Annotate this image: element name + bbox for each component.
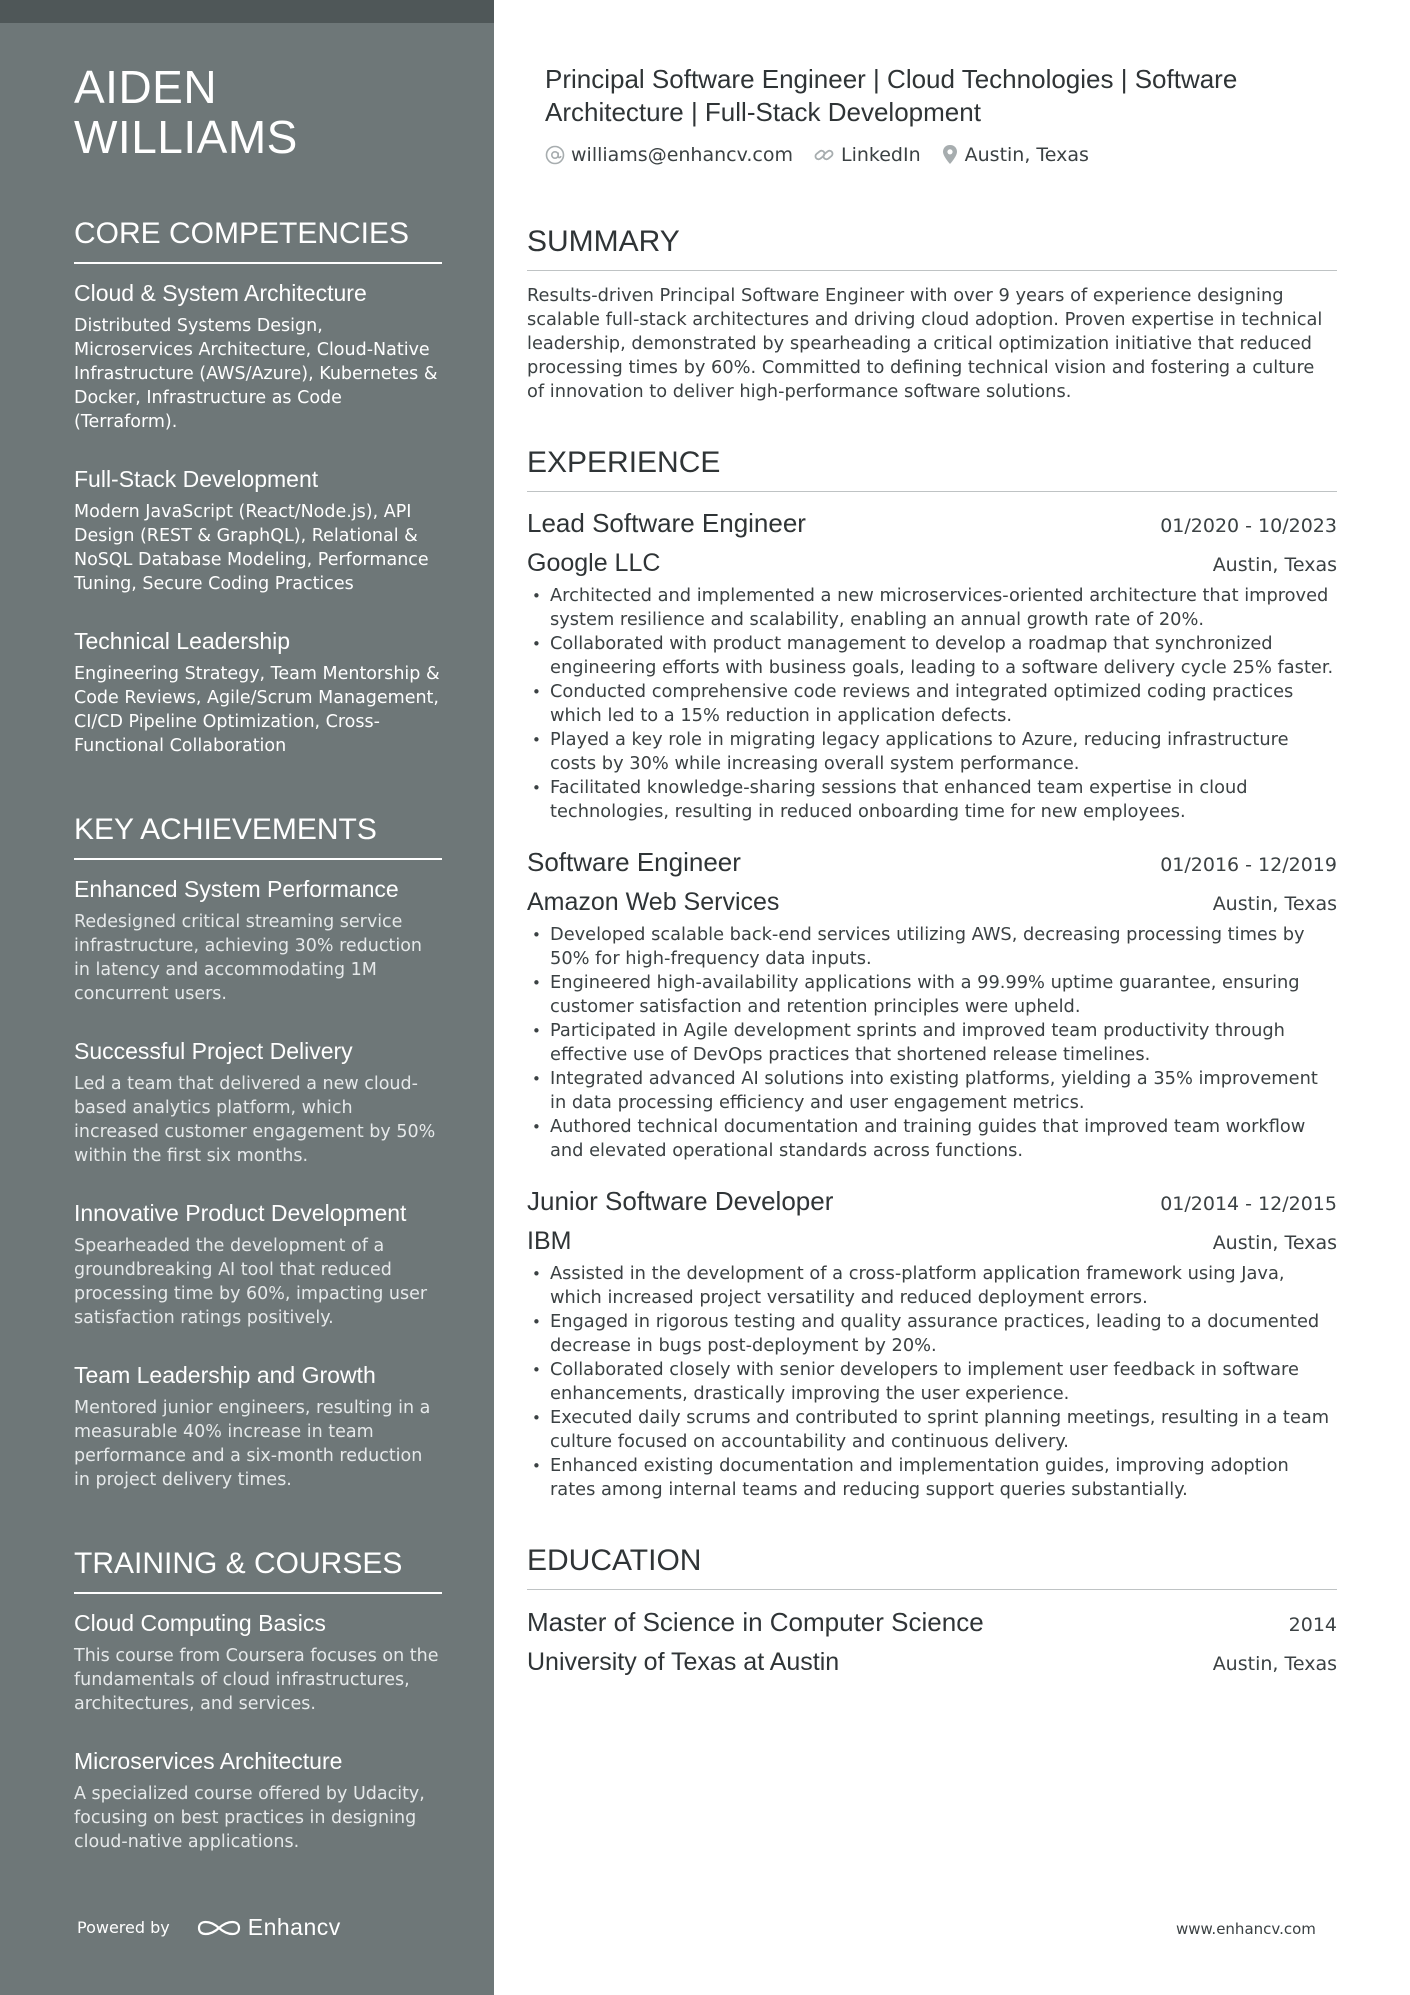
competency-text: Distributed Systems Design, Microservices Architecture, Cloud-Native Infrastructure (AWS/Azure), Kubernetes & Docker, Infrastructure as Code (Terraform). (74, 316, 438, 432)
job-bullets (527, 584, 1337, 824)
training-item-title: Cloud Computing Basics (74, 1610, 326, 1636)
job-company: Google LLC (527, 549, 661, 577)
job-dates: 01/2020 - 10/2023 (1160, 515, 1337, 537)
school: University of Texas at Austin (527, 1648, 840, 1676)
achievement-title: Innovative Product Development (74, 1200, 407, 1226)
training-section (74, 1546, 442, 1854)
powered-by-label: Powered by (77, 1918, 170, 1937)
competencies-title: CORE COMPETENCIES (74, 216, 442, 264)
job-title: Lead Software Engineer (527, 508, 806, 538)
training-title: TRAINING & COURSES (74, 1546, 442, 1594)
competency-item (74, 464, 442, 596)
job-location: Austin, Texas (1212, 554, 1337, 576)
training-item-title: Microservices Architecture (74, 1748, 343, 1774)
enhancv-logo-icon (196, 1916, 242, 1940)
bullet-item: • Played a key role in migrating legacy applications to Azure, reducing infrastructure costs by 30% while increasing overall system performance. (527, 728, 1337, 776)
job-dates: 01/2014 - 12/2015 (1160, 1193, 1337, 1215)
summary-text: Results-driven Principal Software Engineer with over 9 years of experience designing scalable full-stack architectures and driving cloud adoption. Proven expertise in technical leadership, demonstrated by spearheading a critical optimization initiative that reduced processing times by 60%. Committed to defining technical vision and fostering a culture of innovation to deliver high-performance software solutions. (527, 285, 1323, 402)
school-location: Austin, Texas (1212, 1653, 1337, 1675)
linkedin-contact[interactable] (813, 144, 921, 166)
bullet-item: • Developed scalable back-end services utilizing AWS, decreasing processing times by 50% for high-frequency data inputs. (527, 923, 1337, 971)
experience-title: EXPERIENCE (527, 445, 1337, 492)
bullet-item: • Integrated advanced AI solutions into existing platforms, yielding a 35% improvement in data processing efficiency and user engagement metrics. (527, 1067, 1337, 1115)
training-item (74, 1608, 442, 1716)
competency-title: Technical Leadership (74, 628, 291, 654)
job-company: IBM (527, 1227, 572, 1255)
candidate-name: AIDEN WILLIAMS (74, 61, 298, 163)
bullet-item: • Authored technical documentation and training guides that improved team workflow and elevated operational standards across functions. (527, 1115, 1337, 1163)
email-text: williams@enhancv.com (571, 144, 793, 166)
location-text: Austin, Texas (964, 144, 1089, 166)
competency-title: Full-Stack Development (74, 466, 319, 492)
job-bullets (527, 923, 1337, 1163)
enhancv-logo[interactable] (196, 1914, 341, 1941)
contact-row (545, 144, 1109, 166)
footer-url[interactable]: www.enhancv.com (1176, 1920, 1316, 1938)
bullet-item: • Conducted comprehensive code reviews and integrated optimized coding practices which led to a 15% reduction in application defects. (527, 680, 1337, 728)
achievement-text: Mentored junior engineers, resulting in a measurable 40% increase in team performance and a six-month reduction in project delivery times. (74, 1398, 431, 1490)
achievement-title: Team Leadership and Growth (74, 1362, 376, 1388)
achievement-item (74, 874, 442, 1006)
competency-text: Engineering Strategy, Team Mentorship & Code Reviews, Agile/Scrum Management, CI/CD Pipeline Optimization, Cross-Functional Collaboration (74, 664, 440, 756)
achievement-text: Spearheaded the development of a groundbreaking AI tool that reduced processing time by 60%, impacting user satisfaction ratings positively. (74, 1236, 428, 1328)
bullet-item: • Architected and implemented a new microservices-oriented architecture that improved system resilience and scalability, enabling an annual growth rate of 20%. (527, 584, 1337, 632)
competency-title: Cloud & System Architecture (74, 280, 367, 306)
bullet-item: • Engineered high-availability applications with a 99.99% uptime guarantee, ensuring customer satisfaction and retention principles were upheld. (527, 971, 1337, 1019)
email-contact[interactable] (545, 144, 793, 166)
competency-text: Modern JavaScript (React/Node.js), API Design (REST & GraphQL), Relational & NoSQL Database Modeling, Performance Tuning, Secure Coding Practices (74, 502, 429, 594)
summary-title: SUMMARY (527, 224, 1337, 271)
training-item-text: This course from Coursera focuses on the fundamentals of cloud infrastructures, architectures, and services. (74, 1646, 439, 1714)
bullet-item: • Collaborated closely with senior developers to implement user feedback in software enhancements, drastically improving the user experience. (527, 1358, 1337, 1406)
job-title: Junior Software Developer (527, 1186, 834, 1216)
achievement-item (74, 1036, 442, 1168)
job-title: Software Engineer (527, 847, 741, 877)
bullet-item: • Engaged in rigorous testing and quality assurance practices, leading to a documented decrease in bugs post-deployment by 20%. (527, 1310, 1337, 1358)
job-dates: 01/2016 - 12/2019 (1160, 854, 1337, 876)
achievement-title: Enhanced System Performance (74, 876, 399, 902)
linkedin-text: LinkedIn (841, 144, 921, 166)
bullet-item: • Assisted in the development of a cross-platform application framework using Java, which increased project versatility and reduced deployment errors. (527, 1262, 1337, 1310)
education-title: EDUCATION (527, 1543, 1337, 1590)
at-icon (545, 145, 565, 165)
job-location: Austin, Texas (1212, 1232, 1337, 1254)
achievement-title: Successful Project Delivery (74, 1038, 353, 1064)
sidebar (0, 0, 494, 1995)
bullet-item: • Participated in Agile development sprints and improved team productivity through effective use of DevOps practices that shortened release timelines. (527, 1019, 1337, 1067)
job-entry (527, 1184, 1337, 1502)
achievement-item (74, 1360, 442, 1492)
headline: Principal Software Engineer | Cloud Technologies | Software Architecture | Full-Stack Development (545, 64, 1238, 127)
powered-by (77, 1914, 341, 1941)
bullet-item: • Enhanced existing documentation and implementation guides, improving adoption rates among internal teams and reducing support queries substantially. (527, 1454, 1337, 1502)
competency-item (74, 626, 442, 758)
graduation-year: 2014 (1288, 1614, 1337, 1636)
sidebar-top-bar (0, 0, 494, 23)
achievements-title: KEY ACHIEVEMENTS (74, 812, 442, 860)
location-contact (941, 144, 1089, 166)
job-location: Austin, Texas (1212, 893, 1337, 915)
bullet-item: • Collaborated with product management to develop a roadmap that synchronized engineering efforts with business goals, leading to a software delivery cycle 25% faster. (527, 632, 1337, 680)
training-item (74, 1746, 442, 1854)
achievement-item (74, 1198, 442, 1330)
link-icon (813, 145, 835, 165)
competency-item (74, 278, 442, 434)
degree: Master of Science in Computer Science (527, 1607, 984, 1637)
training-item-text: A specialized course offered by Udacity, focusing on best practices in designing cloud-native applications. (74, 1784, 425, 1852)
competencies-section (74, 216, 442, 758)
achievements-section (74, 812, 442, 1492)
enhancv-brand: Enhancv (247, 1914, 341, 1940)
job-bullets (527, 1262, 1337, 1502)
achievement-text: Redesigned critical streaming service infrastructure, achieving 30% reduction in latency and accommodating 1M concurrent users. (74, 912, 423, 1004)
job-entry (527, 845, 1337, 1163)
bullet-item: • Facilitated knowledge-sharing sessions that enhanced team expertise in cloud technologies, resulting in reduced onboarding time for new employees. (527, 776, 1337, 824)
job-company: Amazon Web Services (527, 888, 780, 916)
bullet-item: • Executed daily scrums and contributed to sprint planning meetings, resulting in a team culture focused on accountability and continuous delivery. (527, 1406, 1337, 1454)
education-entry (527, 1605, 1337, 1679)
location-pin-icon (941, 144, 959, 166)
achievement-text: Led a team that delivered a new cloud-based analytics platform, which increased customer engagement by 50% within the first six months. (74, 1074, 436, 1166)
job-entry (527, 506, 1337, 824)
